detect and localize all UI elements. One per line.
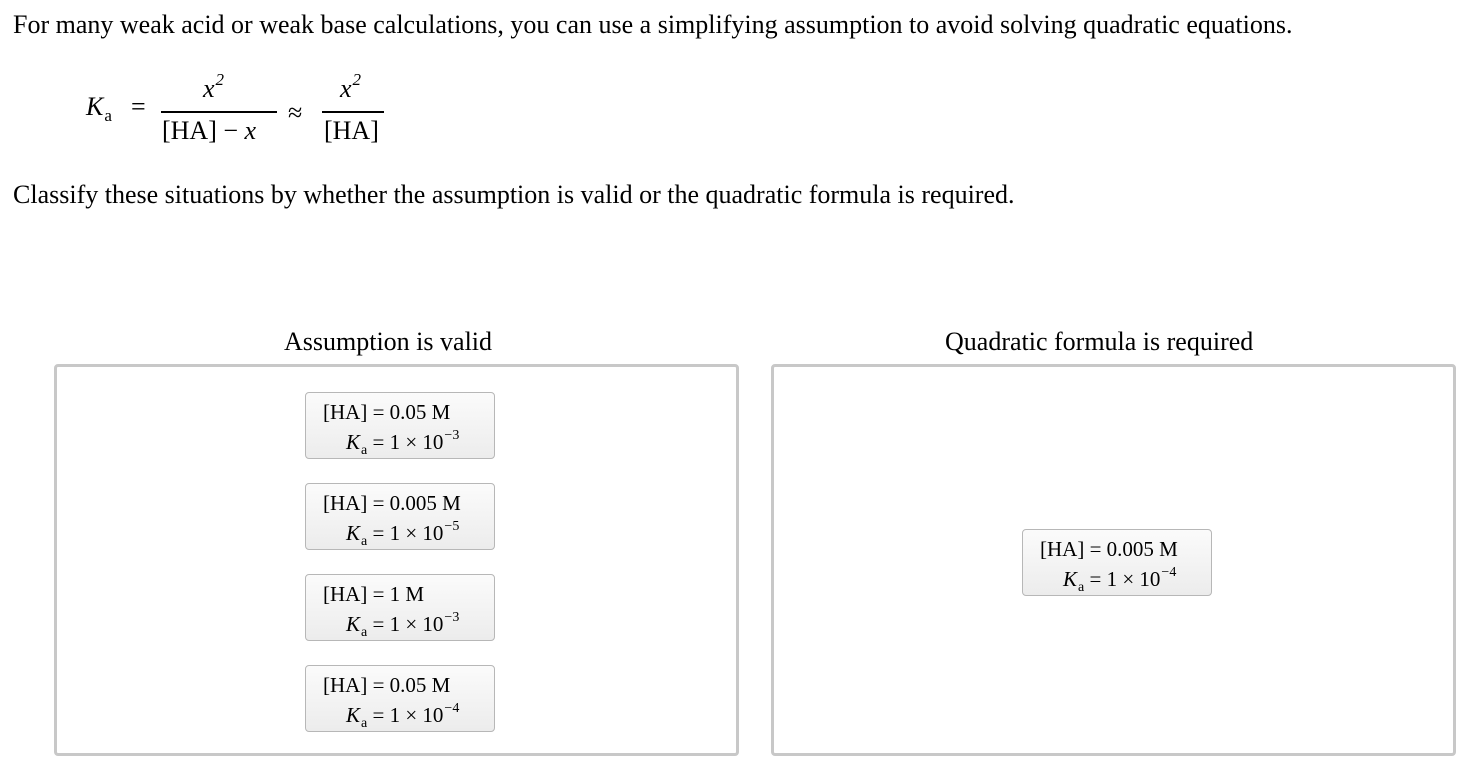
- approx-sign: ≈: [288, 98, 303, 127]
- bin-title-quadratic: Quadratic formula is required: [945, 327, 1254, 356]
- draggable-card[interactable]: [305, 574, 495, 641]
- fraction2-bar: [322, 111, 384, 113]
- card-ka-value: $K_a = 1 \times 10^{-3}$: [346, 428, 460, 458]
- card-ha-value: [HA] = 0.005 M: [323, 491, 461, 515]
- fraction1-numerator: $x^2$: [203, 70, 225, 103]
- card-ha-value: [HA] = 1 M: [323, 582, 425, 606]
- draggable-card[interactable]: [305, 665, 495, 732]
- drop-zone-quadratic[interactable]: [771, 364, 1456, 756]
- draggable-card[interactable]: [305, 483, 495, 550]
- drop-zone-valid[interactable]: [54, 364, 739, 756]
- intro-text: For many weak acid or weak base calculations, you can use a simplifying assumption to avoid solving quadratic equations.: [13, 10, 1293, 39]
- fraction2-numerator: $x^2$: [340, 70, 362, 103]
- card-ha-value: [HA] = 0.05 M: [323, 400, 451, 424]
- card-ha-value: [HA] = 0.005 M: [1040, 537, 1178, 561]
- fraction1-denominator: [HA] − x: [162, 116, 257, 145]
- bin-title-valid: Assumption is valid: [284, 327, 493, 356]
- card-ka-value: $K_a = 1 \times 10^{-4}$: [1063, 565, 1177, 595]
- card-ha-value: [HA] = 0.05 M: [323, 673, 451, 697]
- fraction2-denominator: [HA]: [324, 116, 379, 145]
- draggable-card[interactable]: [1022, 529, 1212, 596]
- fraction1-bar: [161, 111, 277, 113]
- card-ka-value: $K_a = 1 \times 10^{-5}$: [346, 519, 460, 549]
- instruction-text: Classify these situations by whether the assumption is valid or the quadratic formula is required.: [13, 180, 1015, 209]
- ka-symbol: $K_a$: [86, 92, 112, 125]
- card-ka-value: $K_a = 1 \times 10^{-3}$: [346, 610, 460, 640]
- equals-sign: =: [131, 92, 146, 121]
- card-ka-value: $K_a = 1 \times 10^{-4}$: [346, 701, 460, 731]
- draggable-card[interactable]: [305, 392, 495, 459]
